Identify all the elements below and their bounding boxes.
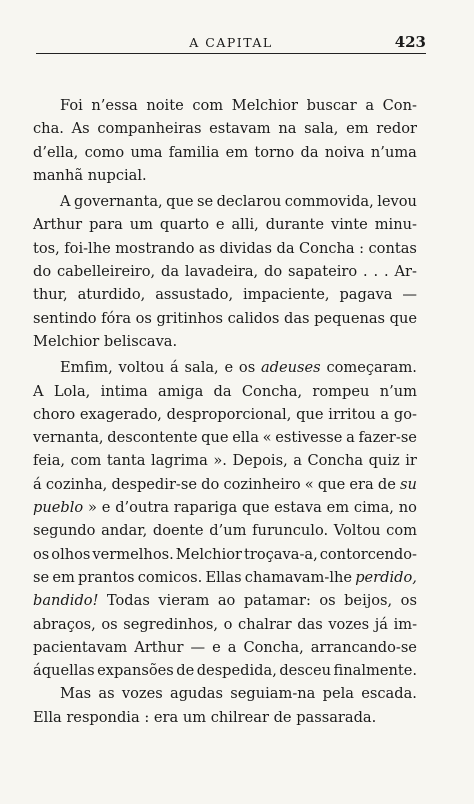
text-line (33, 473, 417, 496)
word: pagava (339, 286, 393, 304)
word: A (33, 382, 44, 400)
word: pacientavam (33, 638, 128, 656)
word: amiga (158, 382, 204, 400)
word: n’uma (370, 143, 417, 161)
word: para (89, 216, 123, 234)
word: : (144, 708, 154, 726)
word: su (400, 475, 417, 493)
word: agudas (170, 685, 223, 703)
word: áquellas (33, 662, 95, 680)
word: Voltou (333, 522, 381, 540)
header-rule (36, 53, 426, 54)
word: mostrando (115, 239, 195, 257)
word: ir (405, 452, 417, 470)
word: uma (130, 143, 163, 161)
word: Concha (307, 452, 364, 470)
text-line (33, 330, 417, 353)
word: cha. (33, 120, 64, 138)
word: torno (254, 143, 295, 161)
text-line (33, 636, 417, 659)
word: do (264, 263, 283, 281)
word: a (346, 429, 355, 447)
word: — (190, 638, 206, 656)
word: sala, (304, 120, 339, 138)
word: manhã (33, 166, 88, 184)
word: Concha, (243, 638, 304, 656)
text-line (33, 283, 417, 306)
text-line (33, 589, 417, 612)
text-line (33, 566, 417, 589)
word: Melchior (231, 97, 298, 114)
word: escada. (361, 685, 417, 703)
text-line (33, 356, 417, 379)
word: contorcendo- (319, 545, 417, 563)
text-line (33, 117, 417, 140)
word: como (84, 143, 125, 161)
word: do (33, 263, 52, 281)
word: as (98, 685, 115, 703)
running-title: A CAPITAL (189, 35, 273, 50)
word: sapateiro (288, 263, 358, 281)
word: — (402, 286, 417, 304)
word: redor (376, 120, 417, 138)
word: Ar- (394, 263, 417, 281)
word: Con- (382, 97, 417, 114)
word: noiva (324, 143, 365, 161)
text-line (33, 141, 417, 164)
word: que (201, 429, 229, 447)
text-line (33, 237, 417, 260)
word: era (153, 708, 183, 726)
word: respondia (66, 708, 145, 726)
word: rompeu (312, 382, 370, 400)
text-line (33, 613, 417, 636)
word: segundo (33, 522, 96, 540)
word: sentindo (33, 309, 97, 327)
word: « (262, 429, 272, 447)
word: com (70, 452, 102, 470)
word: das (283, 309, 310, 327)
word: lavadeira, (184, 263, 259, 281)
word: Arthur (134, 638, 184, 656)
word: começaram. (326, 359, 417, 377)
word: alli, (231, 216, 259, 234)
word: Emfim, (60, 359, 113, 377)
word: estivesse (275, 429, 343, 447)
text-line (33, 426, 417, 449)
body-text (33, 94, 417, 729)
word: que (241, 499, 270, 517)
text-line (33, 682, 417, 705)
word: os (238, 359, 256, 377)
word: calidos (227, 309, 280, 327)
word: doente (152, 522, 204, 540)
word: assustado, (155, 286, 234, 304)
word: beliscava. (103, 332, 178, 350)
word: vozes (328, 615, 370, 633)
word: prantos (77, 568, 135, 586)
word: fóra (101, 309, 132, 327)
word: . (363, 263, 368, 281)
word: vozes (121, 685, 163, 703)
word: ella (232, 429, 259, 447)
word: im- (393, 615, 417, 633)
word: dividas (219, 239, 273, 257)
text-line (33, 260, 417, 283)
word: descontente (107, 429, 198, 447)
text-line (33, 307, 417, 330)
word: com (192, 97, 224, 114)
word: buscar (306, 97, 357, 114)
word: « (304, 475, 314, 493)
word: de (176, 662, 195, 680)
word: irritou (328, 405, 376, 423)
word: que (317, 475, 346, 493)
word: go- (393, 405, 417, 423)
word: andar, (101, 522, 148, 540)
word: cima, (353, 499, 394, 517)
word: e (224, 359, 234, 377)
word: e (101, 499, 111, 517)
word: quiz (368, 452, 400, 470)
word: os (319, 592, 336, 610)
word: na (278, 120, 297, 138)
word: chilrear (210, 708, 274, 726)
word: despedida, (196, 662, 277, 680)
word: : (359, 239, 365, 257)
word: vermelhos. (92, 545, 174, 563)
word: aturdido, (77, 286, 146, 304)
word: declarou (216, 193, 282, 211)
word: tanta (106, 452, 146, 470)
word: seguiam-na (230, 685, 316, 703)
word: feia, (33, 452, 66, 470)
word: em (225, 143, 249, 161)
word: se (33, 568, 50, 586)
word: finalmente. (333, 662, 417, 680)
word: fazer-se (358, 429, 417, 447)
word: As (71, 120, 90, 138)
word: o (223, 615, 233, 633)
word: choro (33, 405, 76, 423)
text-line (33, 496, 417, 519)
word: noite (146, 97, 184, 114)
word: a (227, 638, 237, 656)
page-number: 423 (394, 33, 426, 51)
word: desproporcional, (166, 405, 292, 423)
word: arrancando-se (310, 638, 417, 656)
word: » (88, 499, 97, 517)
word: commovida, (284, 193, 374, 211)
word: Mas (60, 685, 92, 703)
word: companheiras (97, 120, 202, 138)
word: cabelleireiro, (56, 263, 156, 281)
text-line (33, 706, 417, 729)
word: familia (168, 143, 220, 161)
text-line (33, 190, 417, 213)
word: de (377, 475, 396, 493)
word: a (293, 452, 302, 470)
word: contas (368, 239, 417, 257)
word: adeuses (260, 359, 321, 377)
word: desceu (279, 662, 332, 680)
word: lagrima (150, 452, 208, 470)
word: chamavam-lhe (244, 568, 353, 586)
word: um (182, 708, 211, 726)
word: Ellas (205, 568, 242, 586)
word: ». (213, 452, 227, 470)
word: quarto (159, 216, 209, 234)
word: beijos, (344, 592, 393, 610)
word: d’outra (115, 499, 169, 517)
word: as (198, 239, 216, 257)
word: tos, (33, 239, 60, 257)
word: pueblo (33, 499, 84, 517)
word: n’essa (91, 97, 138, 114)
word: thur, (33, 286, 68, 304)
word: gritinhos (156, 309, 224, 327)
word: de (273, 708, 297, 726)
word: das (297, 615, 323, 633)
text-line (33, 403, 417, 426)
word: Lola, (53, 382, 91, 400)
word: d’ella, (33, 143, 79, 161)
word: que (389, 309, 417, 327)
word: passarada. (296, 708, 377, 726)
word: n’um (379, 382, 417, 400)
text-line (33, 380, 417, 403)
page-header (36, 30, 426, 52)
word: se (197, 193, 214, 211)
word: era (349, 475, 374, 493)
word: furunculo. (252, 522, 329, 540)
word: governanta, (74, 193, 163, 211)
word: expansões (97, 662, 174, 680)
text-line (33, 213, 417, 236)
word: Concha, (241, 382, 303, 400)
word: segredinhos, (123, 615, 219, 633)
word: bandido! (33, 592, 99, 610)
word: da (276, 239, 295, 257)
word: estava (274, 499, 322, 517)
word: e (215, 216, 225, 234)
word: do (201, 475, 220, 493)
word: exagerado, (79, 405, 162, 423)
word: Melchior (33, 332, 104, 350)
word: foi-lhe (64, 239, 111, 257)
word: no (398, 499, 417, 517)
word: perdido, (355, 568, 417, 586)
word: despedir-se (111, 475, 197, 493)
word: á (33, 475, 42, 493)
word: sala, (184, 359, 219, 377)
word: durante (265, 216, 325, 234)
word: Melchior (175, 545, 242, 563)
word: os (135, 309, 152, 327)
word: cozinheiro (223, 475, 301, 493)
word: nupcial. (87, 166, 147, 184)
word: em (346, 120, 369, 138)
word: da (213, 382, 232, 400)
word: a (380, 405, 390, 423)
word: á (170, 359, 179, 377)
word: em (52, 568, 75, 586)
word: e (212, 638, 221, 656)
word: chalrar (238, 615, 292, 633)
word: pela (322, 685, 354, 703)
word: cozinha, (45, 475, 108, 493)
word: levou (377, 193, 417, 211)
word: comicos. (137, 568, 203, 586)
text-line (33, 164, 417, 187)
word: A (60, 193, 71, 211)
word: os (400, 592, 417, 610)
text-line (33, 519, 417, 542)
word: vinte (330, 216, 368, 234)
word: estavam (209, 120, 271, 138)
text-line (33, 449, 417, 472)
word: que (296, 405, 324, 423)
word: os (101, 615, 118, 633)
text-line (33, 543, 417, 566)
word: d’um (209, 522, 247, 540)
word: Todas (106, 592, 150, 610)
word: da (161, 263, 180, 281)
word: abraços, (33, 615, 96, 633)
word: da (300, 143, 319, 161)
word: que (166, 193, 194, 211)
word: rapariga (173, 499, 238, 517)
word: impaciente, (242, 286, 330, 304)
word: olhos (51, 545, 91, 563)
word: pequenas (314, 309, 386, 327)
word: Ella (33, 708, 67, 726)
word: Depois, (232, 452, 288, 470)
word: . (373, 263, 379, 281)
word: a (365, 97, 375, 114)
word: voltou (118, 359, 165, 377)
text-line (33, 659, 417, 682)
word: os (33, 545, 50, 563)
word: troçava-a, (244, 545, 318, 563)
word: vieram (158, 592, 210, 610)
word: Arthur (33, 216, 83, 234)
word: intima (100, 382, 148, 400)
word: um (129, 216, 153, 234)
word: . (384, 263, 389, 281)
word: minu- (374, 216, 417, 234)
word: ao (217, 592, 236, 610)
word: vernanta, (33, 429, 104, 447)
word: com (386, 522, 417, 540)
word: patamar: (243, 592, 311, 610)
word: em (326, 499, 350, 517)
word: Concha (299, 239, 355, 257)
word: já (374, 615, 388, 633)
word: Foi (60, 97, 83, 114)
text-line (33, 94, 417, 117)
